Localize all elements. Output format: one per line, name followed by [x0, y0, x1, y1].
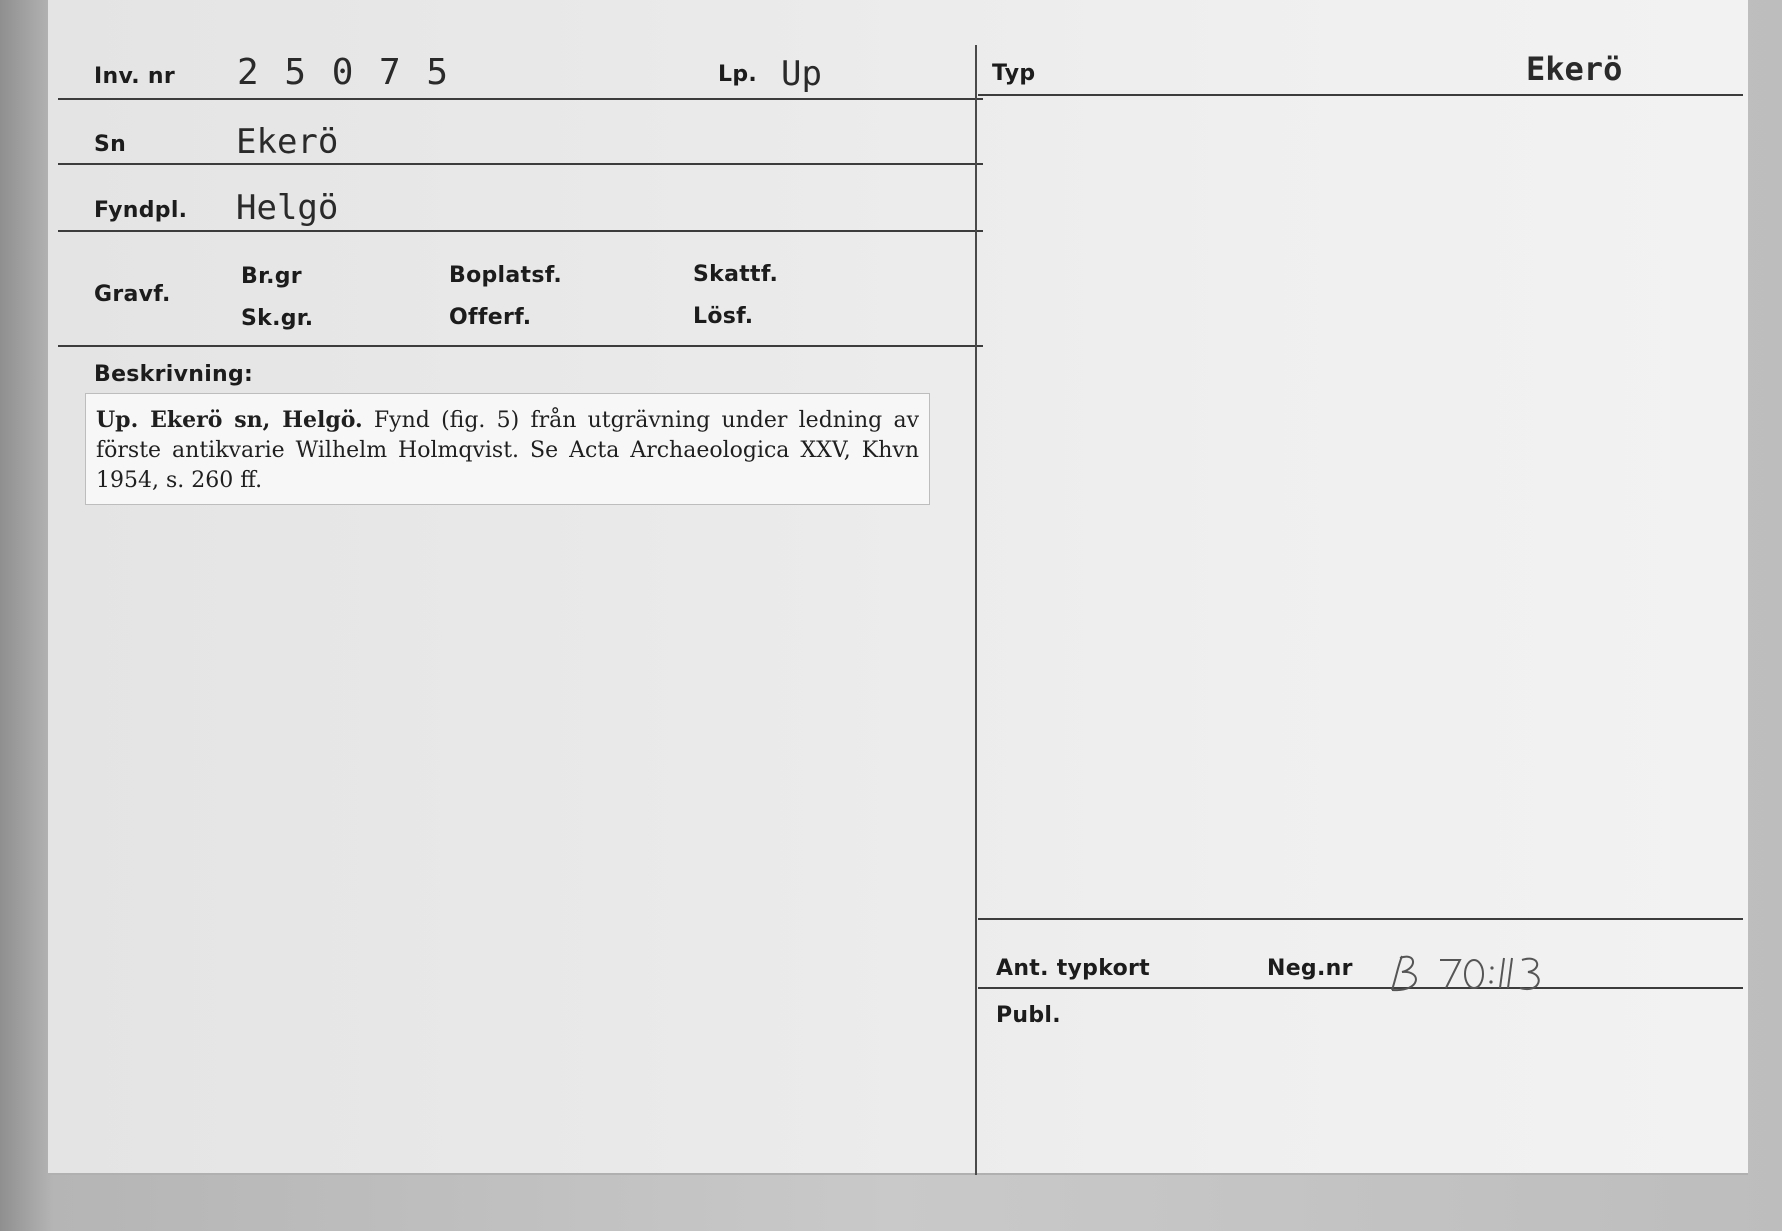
rule-bottom-section — [978, 918, 1743, 920]
inv-nr-label: Inv. nr — [94, 64, 176, 89]
negnr-handwritten — [1382, 948, 1562, 1002]
description-body: Fynd (fig. 5) från utgrävning under ledning av förste antikvarie Wilhelm Holmqvist. Se Acta Archaeologica XXV, Khvn 1954, s. 260 ff. — [96, 408, 919, 493]
fyndpl-value: Helgö — [236, 188, 339, 228]
negnr-handwriting-drawing — [1382, 948, 1562, 998]
ant-typkort-label: Ant. typkort — [996, 956, 1150, 981]
typ-label: Typ — [992, 61, 1036, 86]
rule-sn — [58, 163, 983, 165]
rule-gravf — [58, 345, 983, 347]
description-heading: Up. Ekerö sn, Helgö. — [96, 407, 363, 433]
boplatsf-label: Boplatsf. — [449, 263, 563, 288]
fyndpl-label: Fyndpl. — [94, 198, 188, 223]
rule-typ — [978, 94, 1743, 96]
gravf-label: Gravf. — [94, 282, 171, 307]
sn-value: Ekerö — [236, 122, 339, 162]
publ-label: Publ. — [996, 1003, 1061, 1028]
description-slip — [85, 393, 930, 505]
inv-nr-value: 2 5 0 7 5 — [237, 52, 451, 93]
skattf-label: Skattf. — [693, 262, 779, 287]
rule-fyndpl — [58, 230, 983, 232]
rule-negnr — [978, 987, 1743, 989]
typ-value: Ekerö — [1526, 50, 1623, 88]
negnr-label: Neg.nr — [1267, 956, 1353, 981]
sn-label: Sn — [94, 132, 127, 157]
lp-value: Up — [781, 54, 822, 94]
offerf-label: Offerf. — [449, 305, 532, 330]
beskrivning-label: Beskrivning: — [94, 362, 254, 387]
column-divider — [975, 45, 977, 1175]
lp-label: Lp. — [718, 62, 758, 87]
losf-label: Lösf. — [693, 304, 754, 329]
brgr-label: Br.gr — [241, 264, 302, 289]
rule-inv — [58, 98, 983, 100]
skgr-label: Sk.gr. — [241, 306, 314, 331]
